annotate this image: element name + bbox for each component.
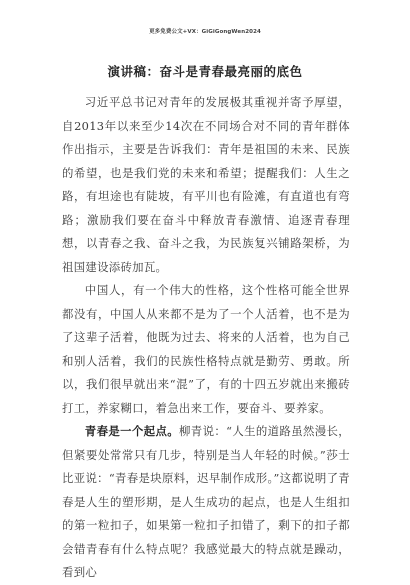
- paragraph: [62, 91, 350, 279]
- paragraph-lead: 青春是一个起点。: [84, 424, 180, 438]
- document-body: [62, 91, 350, 585]
- page-title: 演讲稿：奋斗是青春最亮丽的底色: [107, 64, 303, 79]
- watermark-header: 更多免费公文+VX：GiGiGongWen2024: [149, 29, 261, 35]
- paragraph: [62, 420, 350, 585]
- paragraph: [62, 279, 350, 420]
- paragraph-text: 柳青说：“人生的道路虽然漫长，但紧要处常常只有几步，特别是当人年轻的时候。”莎士比亚说：“青春是块原料，迟早制作成形。”这都说明了青春是人生的塑形期，是人生成功的起点，也是人生组扣的第一粒扣子，如果第一粒扣子扣错了，剩下的扣子都会错青春有什么特点呢？我感觉最大的特点就是躁动，看到心: [62, 424, 351, 579]
- paragraph-text: 中国人，有一个伟大的性格，这个性格可能全世界都没有，中国人从来都不是为了一个人活着，也不是为了这辈子活着，他既为过去、将来的人活着，也为自己和别人活着，我们的民族性格特点就是勤劳、勇敢。所以，我们很早就出来“混”了，有的十四五岁就出来搬砖打工，养家糊口，着急出来工作，要奋斗、要养家。: [62, 283, 350, 415]
- paragraph-text: 习近平总书记对青年的发展极其重视并寄予厚望，自2013年以来至少14次在不同场合对不同的青年群体作出指示，主要是告诉我们：青年是祖国的未来、民族的希望，也是我们党的未来和希望；提醒我们：人生之路，有坦途也有陡坡，有平川也有险滩，有直道也有弯路；激励我们要在奋斗中释放青春激情、追逐青春理想，以青春之我、奋斗之我，为民族复兴铺路架桥，为祖国建设添砖加瓦。: [62, 95, 350, 274]
